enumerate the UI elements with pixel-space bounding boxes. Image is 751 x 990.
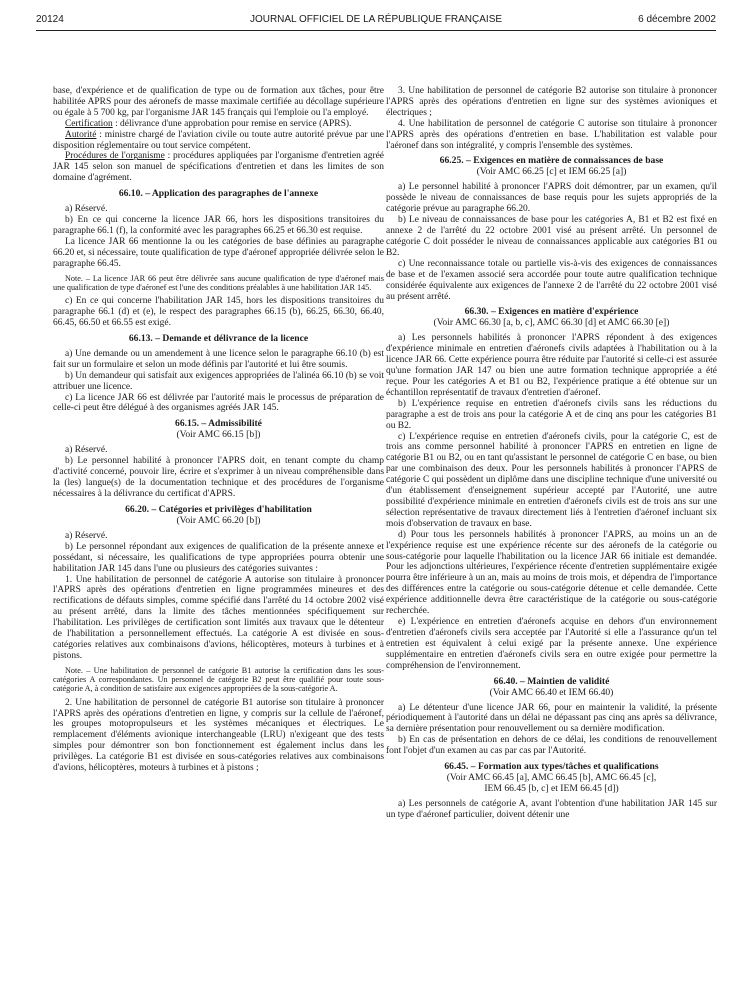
header-rule [36,30,716,31]
section-reference: IEM 66.45 [b, c] et IEM 66.45 [d]) [484,783,619,795]
paragraph: 2. Une habilitation de personnel de catégorie B1 autorise son titulaire à prononcer l'APRS après des opérations d'entretien en ligne, y compris sur la cellule de l'aéronef, les groupes motopropulseurs et les systèmes mécaniques et électriques. Le remplacement d'éléments avionique interchangeable (LRU) n'exigeant que des tests simples pour démontrer son bon fonctionnement est également inclus dans les privilèges. La catégorie B1 est divisée en sous-catégories relatives aux combinaisons d'avions, hélicoptères, moteurs à turbines et à pistons ; [53,697,384,774]
section-heading-66-15 [53,418,384,440]
issue-date: 6 décembre 2002 [638,14,716,25]
paragraph: b) Le personnel habilité à prononcer l'APRS doit, en tenant compte du champ d'activité concerné, pouvoir lire, écrire et s'exprimer à un niveau compréhensible dans la (les) langue(s) de la documentation technique et des procédures de l'organisme nécessaires à la délivrance du certificat d'APRS. [53,456,384,499]
definition-autorite [53,130,384,152]
paragraph: a) Le personnel habilité à prononcer l'APRS doit démontrer, par un examen, qu'il possède le niveau de connaissances de base requis pour les sujets appropriés de la catégorie prévue au paragraphe 66.20. [386,182,717,215]
paragraph: b) En ce qui concerne la licence JAR 66, hors les dispositions transitoires du paragraphe 66.1 (f), la conformité avec les paragraphes 66.25 et 66.30 est requise. [53,215,384,236]
section-title: 66.10. – Application des paragraphes de l'annexe [118,188,319,200]
note: Note. – La licence JAR 66 peut être délivrée sans aucune qualification de type d'aéronef mais une qualification de type d'aéronef est l'une des conditions préalables à une habilitation JAR 145. [53,273,384,292]
paragraph: base, d'expérience et de qualification de type ou de formation aux tâches, pour être habilitée APRS pour des aéronefs de masse maximale certifiée au décollage supérieure ou égale à 5 700 kg, par l'organisme JAR 145 français qui l'emploie ou l'a employé. [53,86,384,118]
paragraph: c) L'expérience requise en entretien d'aéronefs civils, pour la catégorie C, est de trois ans comme personnel habilité à prononcer l'APRS en entretien en ligne de catégorie B1 ou B2, ou en tant qu'assistant le personnel de catégorie C en base, ou bien par une combinaison des deux. Pour les personnels habilités à prononcer l'APRS de catégorie C qui possèdent un diplôme dans une discipline technique d'une université ou d'un établissement d'enseignement supérieur accepté par l'Autorité, une autre possibilité d'expérience minimale en entretien d'aéronefs civils est de trois ans sur une sélection représentative de travaux directement liés à l'entretien d'aéronef incluant six mois d'observation de travaux en base. [386,431,717,529]
definition-text: : ministre chargé de l'aviation civile ou toute autre autorité prévue par une disposition réglementaire ou tout service compétent. [53,129,384,151]
paragraph: c) La licence JAR 66 est délivrée par l'autorité mais le processus de préparation de celle-ci peut être délégué à des organismes agréés JAR 145. [53,392,384,414]
section-reference: (Voir AMC 66.20 [b]) [176,514,261,526]
paragraph: b) Le personnel répondant aux exigences de qualification de la présente annexe et possédant, si nécessaire, les qualifications de type appropriées pourra obtenir une habilitation JAR 145 dans l'une ou plusieurs des catégories suivantes : [53,541,384,574]
right-column [386,86,717,821]
left-column [53,86,384,774]
journal-title: JOURNAL OFFICIEL DE LA RÉPUBLIQUE FRANÇAISE [249,14,503,25]
paragraph: e) L'expérience en entretien d'aéronefs acquise en dehors d'un environnement d'entretien d'aéronefs civils sera acceptée par l'Autorité si elle a l'assurance qu'un tel entretien est équivalent à celui exigé par la présente annexe. Une expérience supplémentaire en entretien d'aéronefs civils sera en outre exigée pour permettre la compréhension de l'environnement. [386,616,717,671]
section-title: 66.40. – Maintien de validité [493,675,610,687]
definition-text: : délivrance d'une approbation pour remise en service (APRS). [112,118,352,129]
section-title: 66.30. – Exigences en matière d'expérience [464,306,639,318]
section-title: 66.25. – Exigences en matière de connaissances de base [439,155,664,167]
paragraph: b) Un demandeur qui satisfait aux exigences appropriées de l'alinéa 66.10 (b) se voit attribuer une licence. [53,370,384,392]
paragraph: c) Une reconnaissance totale ou partielle vis-à-vis des exigences de connaissances de base et de l'examen associé sera accordée pour toute autre qualification technique considérée équivalente aux exigences de l'annexe 2 de l'arrêté du 22 octobre 2001 visé au présent arrêté. [386,258,717,302]
definition-term: Autorité [65,129,97,140]
section-heading-66-30 [386,306,717,328]
page-number: 20124 [36,14,64,25]
paragraph: 4. Une habilitation de personnel de catégorie C autorise son titulaire à prononcer l'APRS après des opérations d'entretien en base. L'habilitation est valable pour l'aéronef dans son intégralité, y compris l'ensemble des systèmes. [386,118,717,151]
paragraph: a) Les personnels habilités à prononcer l'APRS répondent à des exigences d'expérience minimale en entretien d'aéronefs civils adaptées à l'habilitation ou à la licence JAR 66. Cette expérience pourra être réduite par l'autorité si celle-ci est assurée qu'une formation JAR 147 ou bien une autre formation technique appropriée a été reçue. Pour les catégories A et B1 ou B2, l'expérience pratique a été obtenue sur un échantillon représentatif de travaux d'entretien d'aéronef. [386,333,717,398]
definition-term: Certification [65,118,113,129]
paragraph: b) Le niveau de connaissances de base pour les catégories A, B1 et B2 est fixé en annexe 2 de l'arrêté du 22 octobre 2001 visé au présent arrêté. Un personnel de catégorie C doit posséder le niveau de connaissances applicable aux catégories B1 ou B2. [386,215,717,258]
section-title: 66.45. – Formation aux types/tâches et qualifications [444,761,659,773]
paragraph: c) En ce qui concerne l'habilitation JAR 145, hors les dispositions transitoires du paragraphe 66.1 (d) et (e), le respect des paragraphes 66.15 (b), 66.25, 66.30, 66.40, 66.45, 66.50 et 66.55 est exigé. [53,296,384,328]
section-heading-66-20 [53,504,384,526]
paragraph: d) Pour tous les personnels habilités à prononcer l'APRS, au moins un an de l'expérience requise est une expérience récente sur des aéronefs de la catégorie ou sous-catégorie pour laquelle l'habilitation ou la licence JAR 66 initiale est demandée. Pour les adjonctions ultérieures, l'expérience récente d'entretien supplémentaire exigée pourra être inférieure à un an, mais au moins de trois mois, et dépendra de l'importance des différences entre la catégorie ou sous-catégorie détenue et celle demandée. Cette expérience additionnelle devra être caractéristique de la catégorie ou sous-catégorie recherchée. [386,529,717,617]
paragraph: b) L'expérience requise en entretien d'aéronefs civils sans les réductions du paragraphe a est de trois ans pour la catégorie A et de cinq ans pour les catégories B1 ou B2. [386,398,717,431]
note: Note. – Une habilitation de personnel de catégorie B1 autorise la certification dans les sous-catégories A correspondantes. Un personnel de catégorie B2 peut être qualifié pour toute sous-catégorie A, à condition de satisfaire aux exigences appropriées de la sous-catégorie A. [53,665,384,694]
section-heading-66-13 [53,333,384,344]
section-heading-66-25 [386,155,717,177]
definition-procedures [53,151,384,184]
paragraph: a) Le détenteur d'une licence JAR 66, pour en maintenir la validité, la présente périodiquement à l'autorité dans un délai ne dépassant pas cinq ans après sa délivrance, sa dernière présentation pour renouvellement ou sa dernière modification. [386,702,717,735]
paragraph: La licence JAR 66 mentionne la ou les catégories de base définies au paragraphe 66.20 et, si nécessaire, toute qualification de type d'aéronef appropriée délivrée selon le paragraphe 66.45. [53,236,384,269]
paragraph: 1. Une habilitation de personnel de catégorie A autorise son titulaire à prononcer l'APRS après des opérations d'entretien en ligne programmées mineures et des rectifications de défauts simples, comme spécifié dans l'arrêté du 14 octobre 2002 visé au présent arrêté, dans la limite des tâches mentionnées spécifiquement sur l'habilitation. Les privilèges de certification sont limités aux travaux que le détenteur de l'habilitation a personnellement effectués. La catégorie A est divisée en sous-catégories relatives aux combinaisons d'avions, hélicoptères, moteurs à turbines et à pistons. [53,574,384,661]
section-reference: (Voir AMC 66.40 et IEM 66.40) [489,686,614,698]
section-reference: (Voir AMC 66.15 [b]) [176,429,261,441]
section-heading-66-45 [386,761,717,794]
section-reference: (Voir AMC 66.25 [c] et IEM 66.25 [a]) [476,166,627,178]
section-heading-66-10 [53,188,384,199]
page-header [36,14,716,30]
paragraph: 3. Une habilitation de personnel de catégorie B2 autorise son titulaire à prononcer l'APRS après des opérations d'entretien en ligne sur des systèmes avioniques et électriques ; [386,86,717,118]
section-reference: (Voir AMC 66.45 [a], AMC 66.45 [b], AMC 66.45 [c], [446,772,657,784]
definition-term: Procédures de l'organisme [65,151,165,162]
paragraph: a) Réservé. [65,445,108,456]
definition-text: : procédures appliquées par l'organisme d'entretien agréé JAR 145 selon son manuel de spécifications d'entretien et dans les limites de son domaine d'agrément. [53,151,384,184]
paragraph: a) Réservé. [65,530,108,541]
section-reference: (Voir AMC 66.30 [a, b, c], AMC 66.30 [d] et AMC 66.30 [e]) [433,317,670,329]
paragraph: a) Une demande ou un amendement à une licence selon le paragraphe 66.10 (b) est fait sur un formulaire et selon un mode définis par l'autorité et lui être soumis. [53,348,384,370]
paragraph: b) En cas de présentation en dehors de ce délai, les conditions de renouvellement font l'objet d'un examen au cas par cas par l'Autorité. [386,735,717,757]
definition-certification [53,119,384,130]
paragraph: a) Réservé. [65,204,108,215]
section-heading-66-40 [386,676,717,698]
section-title: 66.15. – Admissibilité [175,418,262,430]
paragraph: a) Les personnels de catégorie A, avant l'obtention d'une habilitation JAR 145 sur un type d'aéronef particulier, doivent détenir une [386,799,717,820]
section-title: 66.20. – Catégories et privilèges d'habilitation [125,503,312,515]
section-title: 66.13. – Demande et délivrance de la licence [128,332,309,344]
